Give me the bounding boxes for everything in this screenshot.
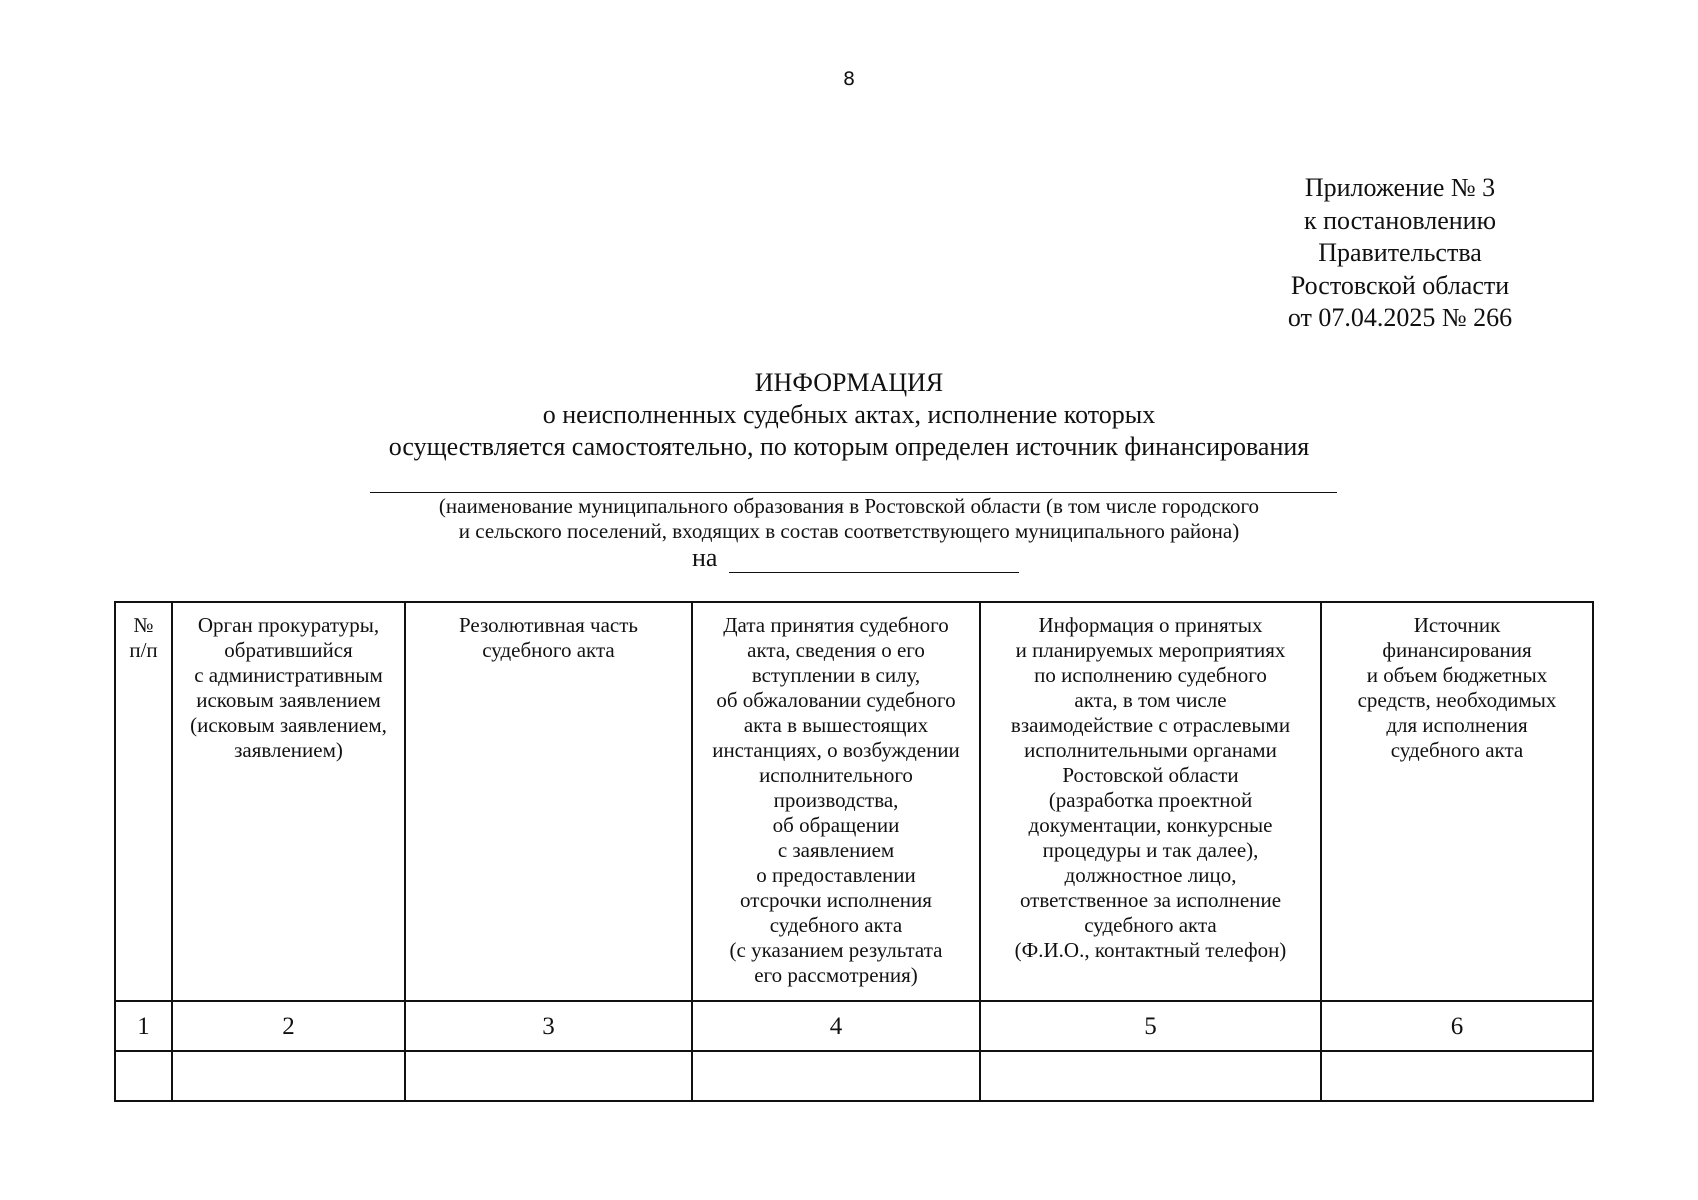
court-acts-table [114,601,1594,1102]
caption-line: (наименование муниципального образования в Ростовской области (в том числе городского [438,494,1260,518]
empty-data-row [115,1051,1593,1101]
column-number: 1 [115,1001,172,1051]
column-number-row [115,1001,1593,1051]
date-fill-line [729,546,1019,573]
empty-cell [980,1051,1321,1101]
date-prefix: на [692,543,718,572]
column-number: 2 [172,1001,405,1051]
empty-cell [405,1051,692,1101]
column-number: 5 [980,1001,1321,1051]
column-number: 6 [1321,1001,1593,1051]
column-number: 3 [405,1001,692,1051]
empty-cell [1321,1051,1593,1101]
title-line: осуществляется самостоятельно, по которым определен источник финансирования [388,432,1310,461]
column-number: 4 [692,1001,980,1051]
column-header-number: № п/п [115,602,172,1001]
municipality-fill-line [370,492,1337,493]
title-heading: ИНФОРМАЦИЯ [754,368,944,397]
municipality-caption [0,494,1698,544]
appendix-line: к постановлению [1303,205,1497,235]
document-title [0,367,1698,463]
empty-cell [172,1051,405,1101]
appendix-line: от 07.04.2025 № 266 [1287,303,1513,332]
appendix-block [1260,172,1540,335]
appendix-line: Приложение № 3 [1304,173,1496,202]
appendix-line: Ростовской области [1290,270,1510,300]
column-header-funding: Источник финансирования и объем бюджетных средств, необходимых для исполнения судебного акта [1321,602,1593,1001]
column-header-prosecutor: Орган прокуратуры, обратившийся с административным исковым заявлением (исковым заявлением, заявлением) [172,602,405,1001]
table-header-row [115,602,1593,1001]
empty-cell [692,1051,980,1101]
title-line: о неисполненных судебных актах, исполнение которых [542,400,1156,429]
empty-cell [115,1051,172,1101]
column-header-date: Дата принятия судебного акта, сведения о его вступлении в силу, об обжаловании судебного акта в вышестоящих инстанциях, о возбуждении исполнительного производства, об обращении с заявлением о предоставлении отсрочки исполнения судебного акта (с указанием результата его рассмотрения) [692,602,980,1001]
report-date-line [692,543,1019,573]
column-header-measures: Информация о принятых и планируемых мероприятиях по исполнению судебного акта, в том числе взаимодействие с отраслевыми исполнительными органами Ростовской области (разработка проектной документации, конкурсные процедуры и так далее), должностное лицо, ответственное за исполнение судебного акта (Ф.И.О., контактный телефон) [980,602,1321,1001]
column-header-resolution: Резолютивная часть судебного акта [405,602,692,1001]
appendix-line: Правительства [1318,238,1482,267]
caption-line: и сельского поселений, входящих в состав соответствующего муниципального района) [458,519,1240,543]
page-number: 8 [842,68,856,90]
